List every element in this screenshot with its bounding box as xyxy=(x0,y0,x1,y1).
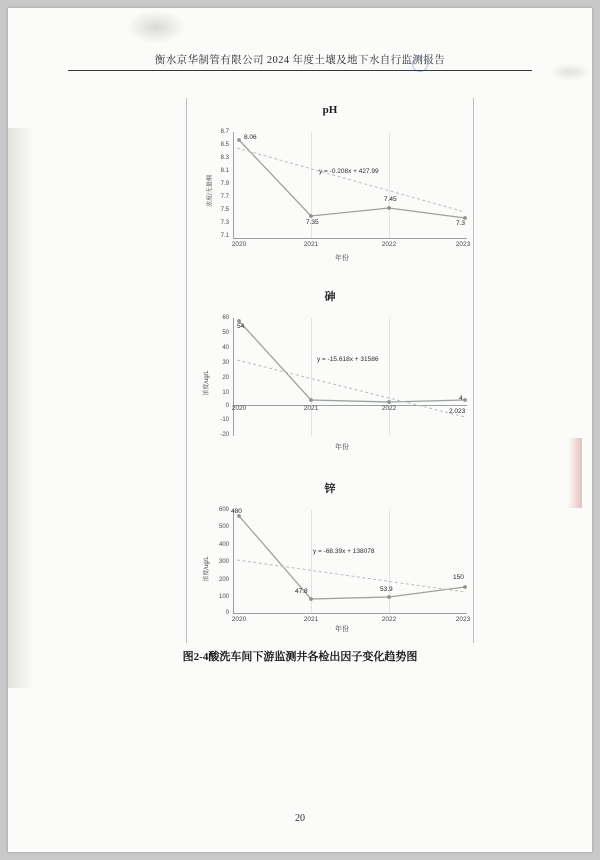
y-tick: 20 xyxy=(222,375,229,381)
y-tick: 100 xyxy=(218,594,229,600)
data-label: 150 xyxy=(453,574,464,581)
y-tick: 7.5 xyxy=(220,207,229,213)
data-label: 7.35 xyxy=(306,219,319,226)
data-label: 47.8 xyxy=(295,588,308,595)
data-label-overlap: 2.023 xyxy=(449,408,466,415)
y-tick: -10 xyxy=(220,417,229,423)
data-label: 7.3 xyxy=(456,220,466,227)
y-tick: 0 xyxy=(225,403,229,409)
chart-title: 砷 xyxy=(324,291,336,303)
chart-title: pH xyxy=(322,104,338,116)
charts-frame xyxy=(186,98,474,643)
y-tick: 500 xyxy=(218,524,229,530)
data-label: 480 xyxy=(231,508,242,515)
document-header-title: 衡水京华制管有限公司 2024 年度土壤及地下水自行监测报告 xyxy=(154,55,446,66)
chart-title: 锌 xyxy=(324,483,336,495)
x-tick: 2022 xyxy=(381,405,397,412)
chart-zinc xyxy=(187,480,473,645)
x-tick: 2021 xyxy=(303,616,319,623)
chart-x-axis-label: 年份 xyxy=(335,255,349,262)
x-tick: 2023 xyxy=(455,241,471,248)
y-tick: 8.7 xyxy=(220,129,229,135)
chart-plot-area xyxy=(187,496,473,641)
y-tick: 8.1 xyxy=(220,168,229,174)
y-tick: 7.7 xyxy=(220,194,229,200)
chart-plot-area xyxy=(187,304,473,462)
data-label: 7.45 xyxy=(384,196,397,203)
y-tick: -20 xyxy=(220,432,229,438)
data-label: 4 xyxy=(459,395,463,402)
y-tick: 8.3 xyxy=(220,155,229,161)
chart-y-axis-label: 浓度/ug/L xyxy=(204,555,211,582)
x-tick: 2023 xyxy=(455,616,471,623)
y-tick: 600 xyxy=(218,507,229,513)
header-divider xyxy=(68,70,532,71)
chart-y-axis-label: 浓度/ug/L xyxy=(204,370,211,396)
y-tick: 40 xyxy=(222,345,229,351)
data-label: 8.06 xyxy=(244,134,257,141)
scan-stain-top-right xyxy=(548,63,592,81)
chart-x-axis-label: 年份 xyxy=(335,444,349,451)
chart-x-axis-label: 年份 xyxy=(335,626,349,633)
y-tick: 200 xyxy=(218,577,229,583)
x-tick: 2020 xyxy=(231,405,247,412)
data-label: 53.9 xyxy=(380,586,393,593)
scan-stain xyxy=(126,10,186,44)
scan-edge-shadow xyxy=(8,128,34,688)
document-page xyxy=(8,8,592,852)
y-tick: 60 xyxy=(222,315,229,321)
y-tick: 10 xyxy=(222,390,229,396)
trend-equation: y = -15.618x + 31586 xyxy=(317,356,379,363)
trend-equation: y = -68.39x + 138078 xyxy=(313,548,375,555)
chart-plot-area xyxy=(187,116,473,266)
x-tick: 2022 xyxy=(381,616,397,623)
y-tick: 50 xyxy=(222,330,229,336)
page-number: 20 xyxy=(295,813,305,824)
scan-red-mark xyxy=(568,438,582,508)
x-tick: 2022 xyxy=(381,241,397,248)
y-tick: 7.1 xyxy=(220,233,229,239)
x-tick: 2021 xyxy=(303,405,319,412)
y-tick: 30 xyxy=(222,360,229,366)
y-tick: 8.5 xyxy=(220,142,229,148)
data-label: 54 xyxy=(237,323,245,330)
y-tick: 7.9 xyxy=(220,181,229,187)
figure-caption: 图2-4酸洗车间下游监测井各检出因子变化趋势图 xyxy=(182,651,418,663)
chart-series-svg xyxy=(187,304,473,462)
x-tick: 2020 xyxy=(231,241,247,248)
y-tick: 300 xyxy=(218,559,229,565)
chart-y-axis-label: 浓度/无量纲 xyxy=(207,175,214,207)
x-tick: 2021 xyxy=(303,241,319,248)
trend-equation: y = -0.208x + 427.99 xyxy=(319,168,379,175)
y-tick: 7.3 xyxy=(220,220,229,226)
x-tick: 2020 xyxy=(231,616,247,623)
chart-arsenic xyxy=(187,288,473,468)
chart-ph xyxy=(187,104,473,274)
y-tick: 400 xyxy=(218,542,229,548)
y-tick: 0 xyxy=(225,610,229,616)
